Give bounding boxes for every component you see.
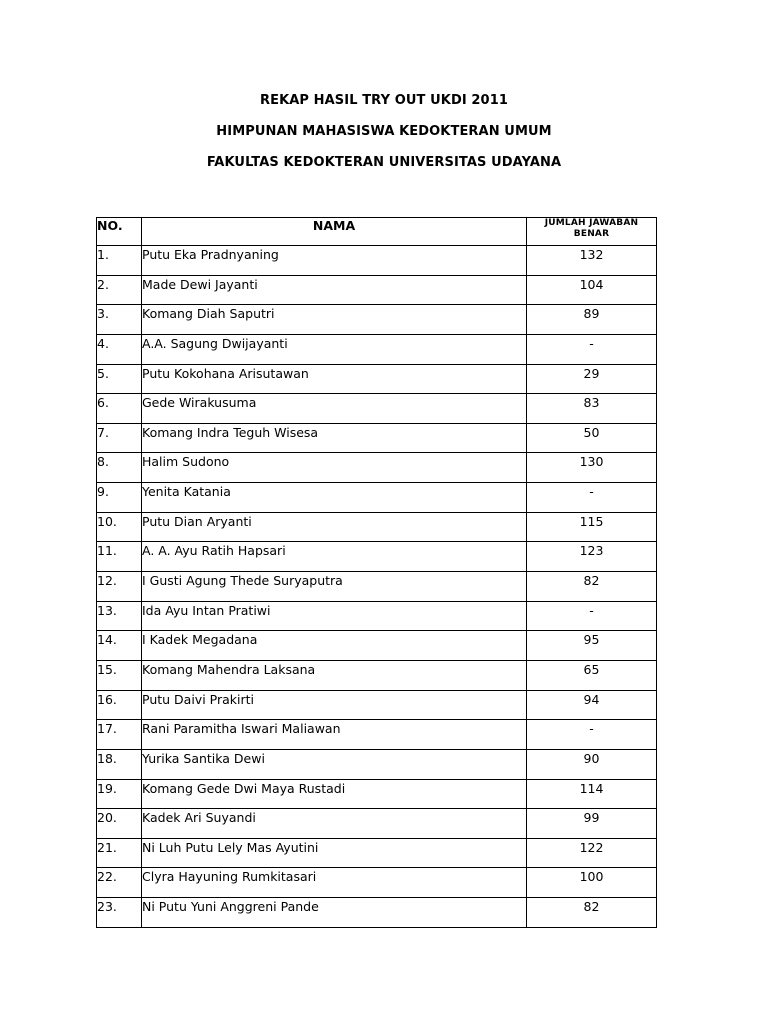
- table-row: [97, 720, 657, 750]
- row-number: 17.: [97, 720, 142, 750]
- row-score: 83: [527, 394, 657, 424]
- row-number: 8.: [97, 453, 142, 483]
- document-title: REKAP HASIL TRY OUT UKDI 2011: [259, 93, 508, 108]
- table-row: [97, 660, 657, 690]
- table-row: [97, 838, 657, 868]
- row-name: Komang Mahendra Laksana: [142, 660, 527, 690]
- row-number: 22.: [97, 868, 142, 898]
- row-score: 95: [527, 631, 657, 661]
- table-row: [97, 512, 657, 542]
- table-header-row: [97, 218, 657, 246]
- row-name: Kadek Ari Suyandi: [142, 809, 527, 839]
- row-number: 2.: [97, 275, 142, 305]
- row-number: 4.: [97, 334, 142, 364]
- row-name: Halim Sudono: [142, 453, 527, 483]
- row-number: 20.: [97, 809, 142, 839]
- row-name: Made Dewi Jayanti: [142, 275, 527, 305]
- row-number: 3.: [97, 305, 142, 335]
- table-row: [97, 690, 657, 720]
- column-header-jumlah: [527, 218, 657, 246]
- table-row: [97, 246, 657, 276]
- organization-name: HIMPUNAN MAHASISWA KEDOKTERAN UMUM: [216, 124, 552, 139]
- row-name: Komang Diah Saputri: [142, 305, 527, 335]
- row-score: 100: [527, 868, 657, 898]
- row-score: 29: [527, 364, 657, 394]
- row-number: 14.: [97, 631, 142, 661]
- row-name: Ni Putu Yuni Anggreni Pande: [142, 898, 527, 928]
- table-row: [97, 809, 657, 839]
- row-number: 19.: [97, 779, 142, 809]
- row-name: Gede Wirakusuma: [142, 394, 527, 424]
- row-name: Putu Daivi Prakirti: [142, 690, 527, 720]
- table-row: [97, 275, 657, 305]
- row-score: 115: [527, 512, 657, 542]
- row-score: 94: [527, 690, 657, 720]
- row-number: 9.: [97, 483, 142, 513]
- row-name: Putu Kokohana Arisutawan: [142, 364, 527, 394]
- row-score: 89: [527, 305, 657, 335]
- row-number: 21.: [97, 838, 142, 868]
- row-score: 123: [527, 542, 657, 572]
- row-number: 12.: [97, 572, 142, 602]
- table-row: [97, 601, 657, 631]
- row-score: 65: [527, 660, 657, 690]
- table-row: [97, 305, 657, 335]
- row-score: 132: [527, 246, 657, 276]
- row-score: 99: [527, 809, 657, 839]
- column-header-no: NO.: [97, 218, 142, 246]
- table-row: [97, 364, 657, 394]
- row-number: 16.: [97, 690, 142, 720]
- row-name: Clyra Hayuning Rumkitasari: [142, 868, 527, 898]
- row-name: Yurika Santika Dewi: [142, 749, 527, 779]
- column-header-nama: NAMA: [142, 218, 527, 246]
- row-score: -: [527, 334, 657, 364]
- row-name: Komang Gede Dwi Maya Rustadi: [142, 779, 527, 809]
- column-header-jumlah-line1: JUMLAH JAWABAN: [544, 218, 639, 228]
- row-score: -: [527, 483, 657, 513]
- row-name: Ida Ayu Intan Pratiwi: [142, 601, 527, 631]
- table-row: [97, 779, 657, 809]
- row-score: -: [527, 601, 657, 631]
- column-header-jumlah-line2: BENAR: [573, 229, 610, 239]
- row-number: 18.: [97, 749, 142, 779]
- row-name: I Kadek Megadana: [142, 631, 527, 661]
- table-row: [97, 394, 657, 424]
- row-name: A.A. Sagung Dwijayanti: [142, 334, 527, 364]
- row-name: I Gusti Agung Thede Suryaputra: [142, 572, 527, 602]
- row-number: 10.: [97, 512, 142, 542]
- table-row: [97, 542, 657, 572]
- table-row: [97, 749, 657, 779]
- row-number: 13.: [97, 601, 142, 631]
- table-row: [97, 334, 657, 364]
- row-number: 6.: [97, 394, 142, 424]
- row-name: Komang Indra Teguh Wisesa: [142, 423, 527, 453]
- row-score: 82: [527, 572, 657, 602]
- row-score: 82: [527, 898, 657, 928]
- table-row: [97, 453, 657, 483]
- faculty-name: FAKULTAS KEDOKTERAN UNIVERSITAS UDAYANA: [206, 155, 562, 170]
- row-score: -: [527, 720, 657, 750]
- row-name: Putu Eka Pradnyaning: [142, 246, 527, 276]
- row-number: 5.: [97, 364, 142, 394]
- row-number: 15.: [97, 660, 142, 690]
- row-number: 1.: [97, 246, 142, 276]
- table-row: [97, 868, 657, 898]
- row-score: 90: [527, 749, 657, 779]
- row-name: Rani Paramitha Iswari Maliawan: [142, 720, 527, 750]
- table-row: [97, 572, 657, 602]
- row-number: 11.: [97, 542, 142, 572]
- row-number: 7.: [97, 423, 142, 453]
- row-score: 50: [527, 423, 657, 453]
- table-row: [97, 898, 657, 928]
- row-score: 130: [527, 453, 657, 483]
- table-row: [97, 483, 657, 513]
- row-name: Putu Dian Aryanti: [142, 512, 527, 542]
- row-score: 114: [527, 779, 657, 809]
- row-number: 23.: [97, 898, 142, 928]
- row-name: Yenita Katania: [142, 483, 527, 513]
- table-row: [97, 423, 657, 453]
- row-score: 122: [527, 838, 657, 868]
- row-name: A. A. Ayu Ratih Hapsari: [142, 542, 527, 572]
- row-score: 104: [527, 275, 657, 305]
- results-table: [96, 217, 657, 928]
- table-row: [97, 631, 657, 661]
- row-name: Ni Luh Putu Lely Mas Ayutini: [142, 838, 527, 868]
